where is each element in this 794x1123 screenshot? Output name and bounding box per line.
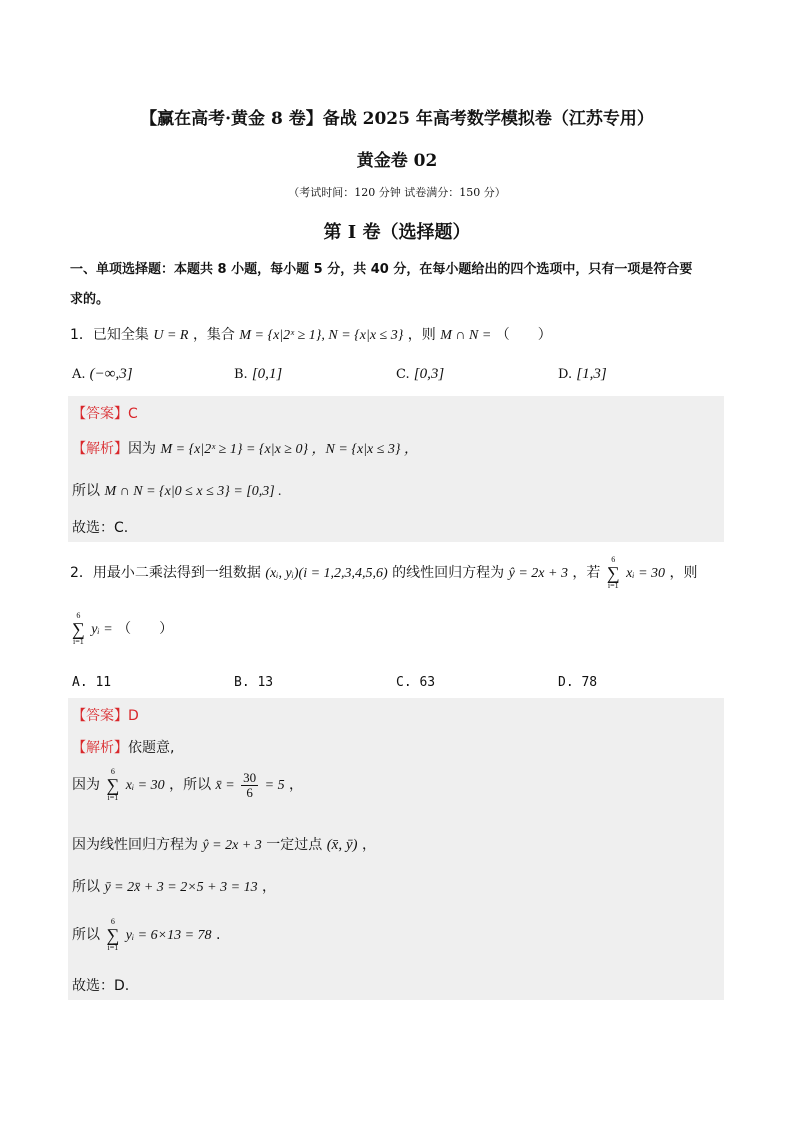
q1-option-a-label: A. bbox=[72, 367, 86, 382]
q2-step1-math-b2: = 5 bbox=[264, 778, 285, 793]
q2-option-c bbox=[396, 675, 435, 690]
q1-math-intersection: M ∩ N = bbox=[440, 328, 492, 343]
q2-sum-lower-2: i=1 bbox=[73, 637, 84, 646]
q2-stem-a: 2．用最小二乘法得到一组数据 bbox=[70, 565, 261, 581]
q2-fraction-denominator: 6 bbox=[246, 784, 253, 800]
q2-fraction-numerator: 30 bbox=[243, 769, 257, 785]
instructions-line-1: 一、单项选择题：本题共 8 小题，每小题 5 分，共 40 分，在每小题给出的四个选项中，只有一项是符合要 bbox=[70, 262, 693, 277]
q1-solution-panel bbox=[68, 396, 724, 542]
q2-sum-lower-1: i=1 bbox=[607, 581, 619, 590]
q2-math-sum-x: xᵢ = 30 bbox=[626, 566, 666, 581]
paper-subtitle: 黄金卷 02 bbox=[356, 151, 438, 171]
q1-option-d-value: [1,3] bbox=[576, 366, 607, 382]
q2-sum-symbol-1 bbox=[607, 556, 620, 590]
q2-step-4 bbox=[72, 918, 220, 952]
q2-step4-text-a: 所以 bbox=[72, 927, 100, 943]
q2-step1-math-a: xᵢ = 30 bbox=[125, 778, 165, 793]
q2-analysis-intro bbox=[72, 737, 174, 757]
q1-answer bbox=[72, 403, 138, 423]
q2-sum-symbol-4 bbox=[106, 918, 119, 952]
q2-fraction bbox=[241, 771, 258, 799]
q2-stem-d: ，则 bbox=[669, 565, 698, 581]
q1-option-d bbox=[558, 366, 607, 383]
q2-step2-text-b: 一定过点 bbox=[266, 837, 323, 853]
q2-option-c-label: C. bbox=[396, 675, 412, 690]
q2-step2-math: ŷ = 2x + 3 bbox=[202, 838, 262, 853]
q2-step3-math: ȳ = 2x̄ + 3 = 2×5 + 3 = 13 bbox=[104, 880, 258, 895]
q2-math-sum-y: yᵢ = bbox=[91, 622, 113, 637]
q2-step4-math: yᵢ = 6×13 = 78 bbox=[125, 928, 212, 943]
q1-analysis-math-2: M ∩ N = {x|0 ≤ x ≤ 3} = [0,3] . bbox=[104, 484, 282, 499]
q2-option-b-label: B. bbox=[234, 675, 250, 690]
q2-sum-lower-4: i=1 bbox=[107, 943, 119, 952]
q2-answer-tag: 【答案】 bbox=[72, 708, 128, 724]
q2-step1-text-b: ，所以 bbox=[169, 777, 212, 793]
q2-option-b bbox=[234, 675, 273, 690]
q1-option-a-value: (−∞,3] bbox=[89, 366, 133, 382]
q2-step1-text-a: 因为 bbox=[72, 777, 100, 793]
q2-math-regression: ŷ = 2x + 3 bbox=[508, 566, 568, 581]
q2-sum-upper-4: 6 bbox=[110, 917, 115, 926]
q2-step1-text-c: ， bbox=[289, 777, 304, 793]
q2-option-a bbox=[72, 675, 111, 690]
q1-option-b-value: [0,1] bbox=[251, 366, 283, 382]
q2-step3-text-a: 所以 bbox=[72, 879, 100, 895]
q1-option-c-value: [0,3] bbox=[413, 366, 445, 382]
q2-step2-text-c: ， bbox=[361, 837, 376, 853]
q1-analysis-math-1: M = {x|2ˣ ≥ 1} = {x|x ≥ 0} ，N = {x|x ≤ 3} ， bbox=[160, 442, 419, 457]
q2-step2-text-a: 因为线性回归方程为 bbox=[72, 837, 198, 853]
q2-sum-sign-4: ∑ bbox=[106, 925, 120, 945]
q2-sum-upper-2: 6 bbox=[76, 611, 81, 620]
question-2-stem-line-2 bbox=[70, 612, 173, 646]
q1-stem-c: ，则 bbox=[407, 327, 436, 343]
q1-option-d-label: D. bbox=[558, 367, 573, 382]
section-title: 第 I 卷（选择题） bbox=[323, 222, 471, 243]
q2-stem-e: （ ） bbox=[117, 621, 174, 637]
q1-analysis-line-1 bbox=[72, 438, 418, 458]
q2-sum-sign-1: ∑ bbox=[606, 563, 620, 583]
q1-answer-tag: 【答案】 bbox=[72, 406, 128, 422]
q2-step2-point: (x̄, ȳ) bbox=[326, 837, 358, 853]
q2-sum-upper-1: 6 bbox=[611, 555, 616, 564]
q2-step-1 bbox=[72, 768, 303, 802]
q2-option-c-value: 63 bbox=[419, 675, 436, 690]
q2-option-b-value: 13 bbox=[257, 675, 274, 690]
q2-stem-c: ，若 bbox=[572, 565, 601, 581]
q2-step1-math-b1: x̄ = bbox=[215, 778, 235, 793]
q2-sum-symbol-3 bbox=[106, 768, 119, 802]
q2-option-a-value: 11 bbox=[95, 675, 112, 690]
q2-step4-text-b: . bbox=[215, 927, 221, 943]
q1-option-b-label: B. bbox=[234, 367, 248, 382]
q2-conclusion: 故选：D. bbox=[72, 978, 130, 994]
instructions-line-2: 求的。 bbox=[70, 292, 110, 307]
q1-math-sets: M = {x|2ˣ ≥ 1}, N = {x|x ≤ 3} bbox=[239, 328, 404, 343]
question-2-stem bbox=[70, 556, 698, 590]
q2-step3-text-b: ， bbox=[262, 879, 277, 895]
q2-answer-value: D bbox=[128, 708, 139, 724]
q2-stem-b: 的线性回归方程为 bbox=[392, 565, 505, 581]
q2-math-data: (xᵢ, yᵢ)(i = 1,2,3,4,5,6) bbox=[265, 566, 388, 581]
q1-answer-value: C bbox=[128, 406, 138, 422]
q1-stem-a: 1．已知全集 bbox=[70, 327, 149, 343]
q1-option-b bbox=[234, 366, 282, 383]
q1-stem-b: ，集合 bbox=[192, 327, 235, 343]
q2-sum-sign-2: ∑ bbox=[72, 619, 85, 639]
q2-sum-sign-3: ∑ bbox=[106, 775, 120, 795]
q2-step-3 bbox=[72, 876, 276, 896]
q2-option-d bbox=[558, 675, 597, 690]
q2-option-d-value: 78 bbox=[581, 675, 598, 690]
question-1-stem bbox=[70, 324, 552, 344]
q1-option-c-label: C. bbox=[396, 367, 410, 382]
q1-analysis-text-2: 所以 bbox=[72, 483, 100, 499]
q1-option-a bbox=[72, 366, 133, 383]
q1-stem-d: （ ） bbox=[495, 327, 552, 343]
q2-analysis-intro-text: 依题意, bbox=[128, 740, 175, 756]
q1-option-c bbox=[396, 366, 444, 383]
q1-math-universe: U = R bbox=[153, 328, 189, 343]
q2-sum-lower-3: i=1 bbox=[107, 793, 119, 802]
q1-conclusion: 故选：C. bbox=[72, 520, 129, 536]
q2-option-a-label: A. bbox=[72, 675, 88, 690]
q2-answer bbox=[72, 705, 139, 725]
paper-title: 【赢在高考·黄金 8 卷】备战 2025 年高考数学模拟卷（江苏专用） bbox=[140, 109, 654, 129]
q1-analysis-text-1: 因为 bbox=[128, 441, 156, 457]
q2-step-2 bbox=[72, 834, 376, 854]
exam-info: （考试时间：120 分钟 试卷满分：150 分） bbox=[288, 186, 506, 199]
q2-analysis-tag: 【解析】 bbox=[72, 740, 128, 756]
q2-sum-symbol-2 bbox=[72, 612, 85, 646]
q2-sum-upper-3: 6 bbox=[110, 767, 115, 776]
q1-analysis-tag: 【解析】 bbox=[72, 441, 128, 457]
q2-option-d-label: D. bbox=[558, 675, 574, 690]
q1-analysis-line-2 bbox=[72, 480, 282, 500]
